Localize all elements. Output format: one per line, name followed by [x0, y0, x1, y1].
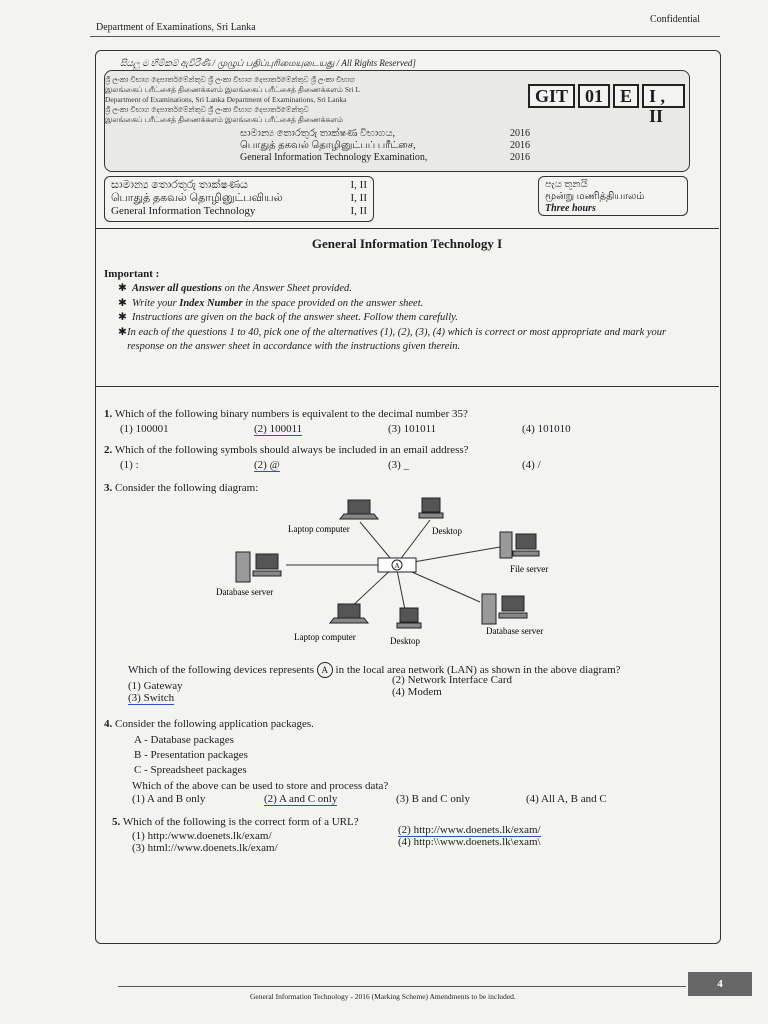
q3-options-left [128, 680, 183, 704]
question-text: Which of the following symbols should always be included in an email address? [114, 444, 469, 456]
question-text: in the local area network (LAN) as shown in the above diagram? [335, 664, 621, 676]
star-icon: ✱ [118, 312, 127, 323]
instruction-bold: Answer all questions [132, 283, 222, 294]
switch-device [378, 558, 416, 572]
subject-part: I, II [350, 192, 367, 204]
package-item: B - Presentation packages [134, 749, 248, 761]
q4-items [134, 733, 248, 778]
option: (1) Gateway [128, 680, 183, 692]
node-label: Database server [486, 626, 544, 636]
option: (3) html://www.doenets.lk/exam/ [132, 842, 278, 854]
database-server-icon [236, 552, 281, 582]
question-text: Which of the following is the correct form of a URL? [122, 816, 359, 828]
subject-part: I, II [350, 205, 367, 217]
option [254, 423, 388, 435]
instruction-text: In each of the questions 1 to 40, pick one of the alternatives (1), (2), (3), (4) which is correct or most appropriate and mark your response on the answer sheet in accordance with the instructions given therein. [127, 326, 667, 352]
option: (4) Modem [392, 686, 442, 698]
paper-title: General Information Technology I [311, 236, 503, 251]
code-parts: I , II [642, 84, 685, 108]
hub-label: A [394, 562, 400, 570]
hub-circle-icon: A [317, 662, 333, 678]
duration-box [538, 176, 688, 216]
option: (3) 101011 [388, 423, 437, 435]
option-underlined: (2) A and C only [264, 793, 338, 805]
option: (2) Network Interface Card [392, 674, 513, 686]
exam-name-block [240, 128, 530, 164]
node-label: Database server [216, 587, 274, 597]
option: (1) http:/www.doenets.lk/exam/ [132, 830, 272, 842]
code-medium: E [613, 84, 639, 108]
instruction-text: on the Answer Sheet provided. [221, 283, 352, 294]
exam-name: பொதுத் தகவல் தொழினுட்பப் பரீட்சை, [240, 140, 416, 151]
question-1 [104, 408, 468, 421]
duration-line: மூன்று மணித்தியாலம் [545, 191, 645, 202]
exam-year: 2016 [510, 152, 530, 163]
desktop-icon [419, 498, 443, 518]
paper-code [528, 84, 688, 126]
instructions-list [118, 282, 698, 355]
seal-line: ශ්‍රී ලංකා විභාග දෙපාර්තමේන්තුව ශ්‍රී ලංකා විභාග දෙපාර්තමේන්තුව ශ්‍රී ලංකා විභාග [105, 75, 356, 84]
desktop-icon [397, 608, 421, 628]
option-underlined: (2) 100011 [254, 423, 303, 435]
q5-options-left [132, 830, 278, 854]
seal-line: இலங்கைப் பரீட்சைத் திணைக்களம் இலங்கைப் பரீட்சைத் திணைக்களம் [105, 115, 343, 124]
instruction-item [118, 282, 698, 297]
code-subject: GIT [528, 84, 575, 108]
option: (4) 101010 [522, 423, 571, 435]
question-number: 5. [112, 816, 121, 828]
code-number: 01 [578, 84, 610, 108]
footer-text: General Information Technology - 2016 (Marking Scheme) Amendments to be included. [250, 992, 516, 1001]
option [264, 793, 396, 805]
instruction-item [118, 326, 698, 355]
question-text: Consider the following application packages. [115, 718, 314, 730]
node-label: Laptop computer [294, 632, 356, 642]
question-number: 3. [104, 482, 113, 494]
option-underlined: (3) Switch [128, 692, 175, 704]
option: (3) B and C only [396, 793, 470, 805]
page-number: 4 [688, 972, 752, 996]
seal-line: ශ්‍රී ලංකා විභාග දෙපාර්තමේන්තුව ශ්‍රී ලංකා විභාග දෙපාර්තමේන්තුව [105, 105, 309, 114]
option-underlined: (2) @ [254, 459, 280, 471]
option: (4) http:\\www.doenets.lk\exam\ [398, 836, 541, 848]
subject-name: සාමාන්‍ය තොරතුරු තාක්ෂණය [111, 179, 248, 191]
footer-divider [118, 986, 686, 987]
header-divider [90, 36, 720, 37]
question-text: Which of the following binary numbers is equivalent to the decimal number 35? [114, 408, 468, 420]
duration-line: Three hours [545, 203, 596, 214]
option: (1) 100001 [120, 423, 169, 435]
node-label: Desktop [432, 526, 462, 536]
question-text: Consider the following diagram: [115, 482, 259, 494]
subject-name: பொதுத் தகவல் தொழினுட்பவியல் [111, 192, 283, 204]
seal-watermark-lines [105, 75, 515, 125]
department-header: Department of Examinations, Sri Lanka [96, 22, 256, 33]
exam-name: General Information Technology Examination, [240, 152, 428, 163]
subject-box [104, 176, 374, 222]
option [254, 459, 388, 471]
copyright-notice: සියලු ම හිමිකම් ඇවිරිණි / முழுப் பதிப்புரிமையுடையது / All Rights Reserved] [120, 58, 416, 68]
option [128, 692, 183, 704]
question-4 [104, 718, 314, 731]
seal-line: Department of Examinations, Sri Lanka Department of Examinations, Sri Lanka [105, 95, 347, 104]
star-icon: ✱ [118, 326, 127, 338]
section-divider [95, 386, 719, 387]
question-number: 1. [104, 408, 113, 420]
database-server-icon [482, 594, 527, 624]
instruction-text: Instructions are given on the back of the answer sheet. Follow them carefully. [132, 312, 458, 323]
file-server-icon [500, 532, 539, 558]
laptop-icon [330, 604, 368, 623]
exam-year: 2016 [510, 128, 530, 139]
instruction-text: Write your [132, 297, 180, 309]
q5-options-right [398, 824, 541, 848]
star-icon: ✱ [118, 297, 127, 309]
question-5 [112, 816, 359, 829]
package-item: A - Database packages [134, 734, 234, 746]
q4-options [132, 793, 646, 805]
exam-year: 2016 [510, 140, 530, 151]
package-item: C - Spreadsheet packages [134, 764, 247, 776]
question-2 [104, 444, 469, 457]
laptop-icon [340, 500, 378, 519]
question-number: 4. [104, 718, 113, 730]
q2-options [120, 459, 622, 471]
duration-line: පැය තුනයි [545, 179, 588, 190]
subject-part: I, II [350, 179, 367, 191]
instruction-item [118, 297, 698, 312]
instruction-item [118, 311, 698, 326]
exam-name: සාමාන්‍ය තොරතුරු තාක්ෂණ විභාගය, [240, 128, 396, 139]
node-label: File server [510, 564, 549, 574]
star-icon: ✱ [118, 283, 127, 294]
q4-question: Which of the above can be used to store and process data? [132, 780, 389, 792]
option: (4) / [522, 459, 541, 471]
node-label: Laptop computer [288, 524, 350, 534]
option: (4) All A, B and C [526, 793, 607, 805]
question-number: 2. [104, 444, 113, 456]
subject-name: General Information Technology [111, 205, 256, 217]
confidential-label: Confidential [650, 14, 700, 25]
lan-diagram [200, 492, 580, 652]
instruction-bold: Index Number [179, 297, 243, 309]
node-label: Desktop [390, 636, 420, 646]
q1-options [120, 423, 622, 435]
option [398, 824, 541, 836]
seal-line: இலங்கைப் பரீட்சைத் திணைக்களம் இலங்கைப் பரீட்சைத் திணைக்களம் Sri L [105, 85, 361, 94]
question-text: Which of the following devices represents [128, 664, 315, 676]
option: (3) _ [388, 459, 410, 471]
q3-options-right [392, 674, 512, 698]
section-divider [95, 228, 719, 229]
option: (1) A and B only [132, 793, 206, 805]
instruction-text: in the space provided on the answer sheet. [242, 297, 424, 309]
important-label: Important : [104, 268, 160, 280]
option-underlined: (2) http://www.doenets.lk/exam/ [398, 824, 541, 836]
option: (1) : [120, 459, 139, 471]
